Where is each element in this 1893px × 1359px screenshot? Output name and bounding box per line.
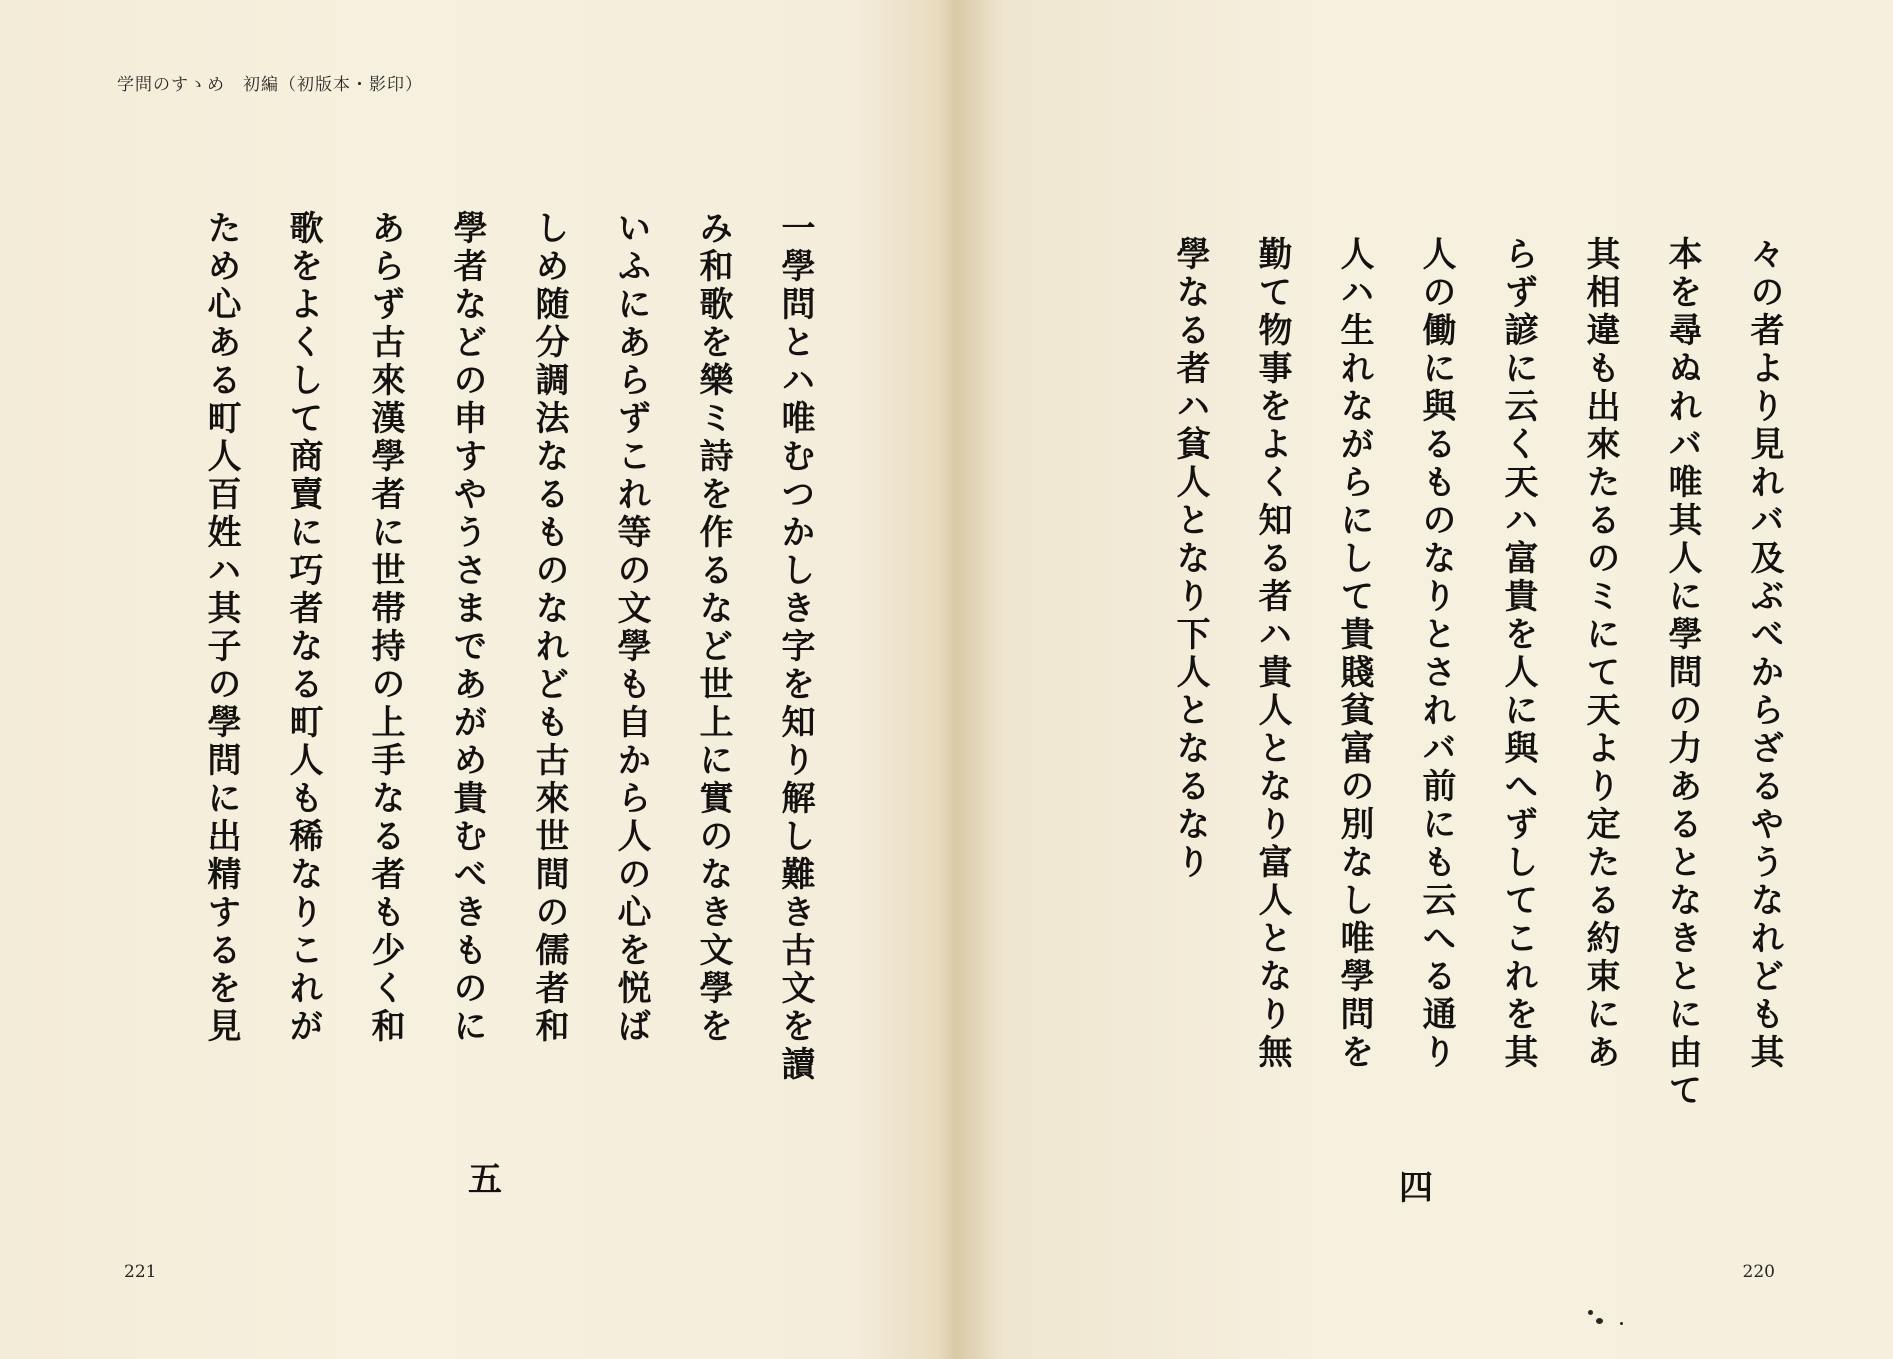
right-page	[946, 0, 1893, 1359]
ink-speck	[1620, 1322, 1623, 1325]
text-column: しめ随分調法なるものなれども古來世間の儒者和	[529, 210, 569, 1046]
body-text-right	[1149, 236, 1805, 1136]
text-column: あらず古來漢學者に世帯持の上手なる者も少く和	[365, 210, 405, 1046]
text-column: いふにあらずこれ等の文學も自から人の心を悦ば	[611, 210, 651, 1046]
text-column: ため心ある町人百姓ハ其子の學問に出精するを見	[201, 210, 241, 1046]
text-column: 勤て物事をよく知る者ハ貴人となり富人となり無	[1252, 236, 1292, 1072]
text-column: 々の者より見れバ及ぶべからざるやうなれども其	[1744, 236, 1784, 1072]
section-number: 四	[1399, 1168, 1433, 1208]
text-column: み和歌を樂ミ詩を作るなど世上に實のなき文學を	[693, 210, 733, 1046]
text-column: 其相違も出來たるのミにて天より定たる約束にあ	[1580, 236, 1620, 1072]
text-column: 本を尋ぬれバ唯其人に學問の力あるとなきとに由て	[1662, 236, 1702, 1110]
section-number: 五	[468, 1160, 502, 1200]
text-column: 歌をよくして商賣に巧者なる町人も稀なりこれが	[283, 210, 323, 1046]
left-page	[0, 0, 946, 1359]
ink-speck	[1588, 1310, 1593, 1315]
ink-speck	[1596, 1318, 1603, 1324]
text-column: らず諺に云く天ハ富貴を人に與へずしてこれを其	[1498, 236, 1538, 1072]
running-header: 学問のすゝめ 初編（初版本・影印）	[117, 75, 423, 95]
page-number: 220	[1742, 1262, 1775, 1282]
text-column: 學なる者ハ貧人となり下人となるなり	[1170, 236, 1210, 882]
text-column: 人ハ生れながらにして貴賤貧富の別なし唯學問を	[1334, 236, 1374, 1072]
body-text-left	[180, 210, 836, 1110]
page-number: 221	[124, 1262, 157, 1282]
text-column: 人の働に與るものなりとされバ前にも云へる通り	[1416, 236, 1456, 1072]
text-column: 學者などの申すやうさまであがめ貴むべきものに	[447, 210, 487, 1046]
text-column: 一學問とハ唯むつかしき字を知り解し難き古文を讀	[775, 210, 815, 1084]
